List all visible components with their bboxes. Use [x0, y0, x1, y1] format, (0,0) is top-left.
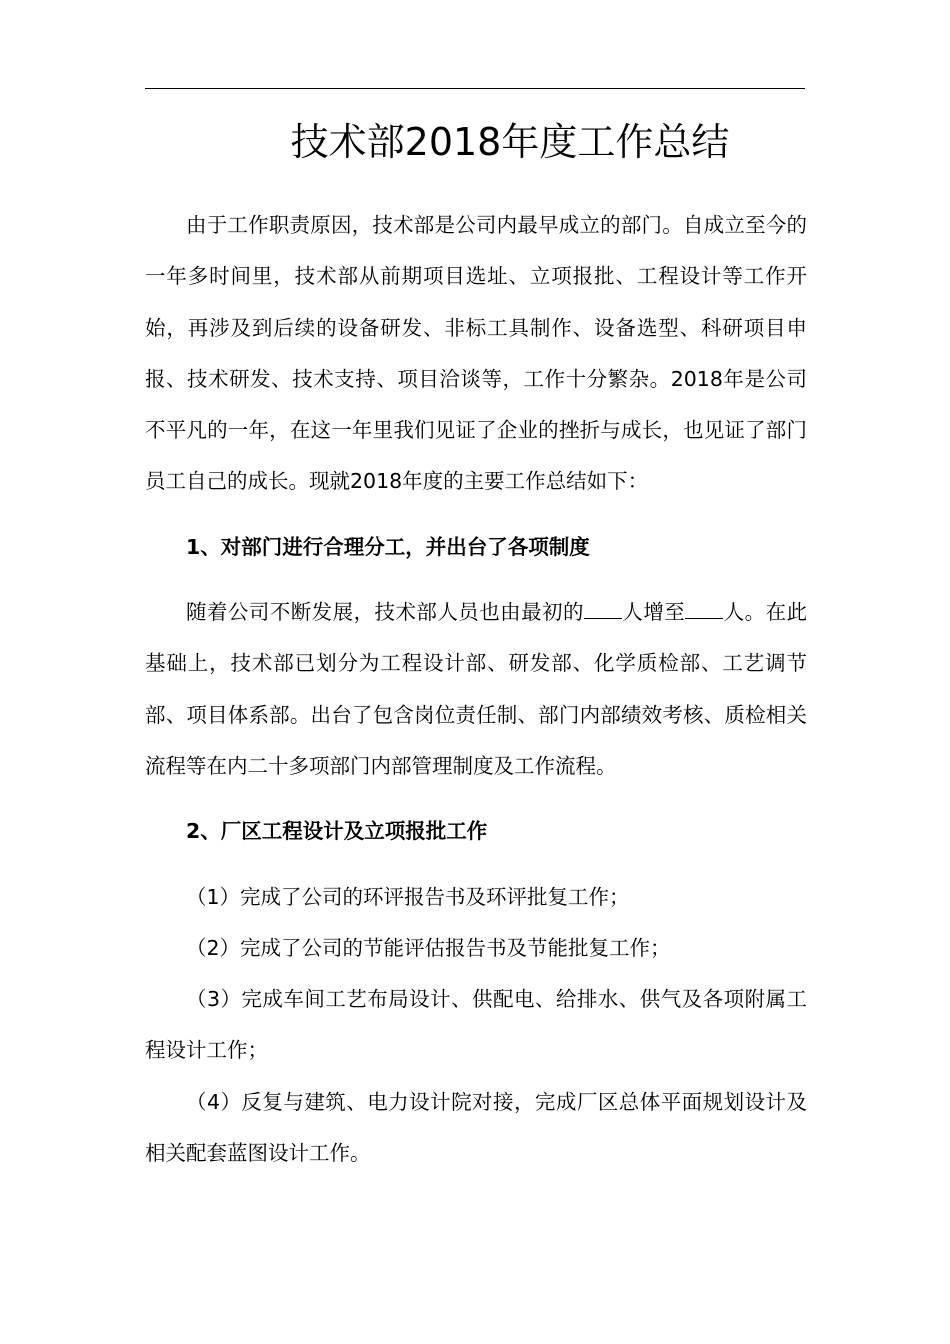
section-2-item: （3）完成车间工艺布局设计、供配电、给排水、供气及各项附属工程设计工作；	[145, 987, 807, 1063]
blank-field-initial-staff	[584, 598, 622, 620]
section-1-paragraph	[145, 587, 807, 792]
section-1-heading: 1、对部门进行合理分工，并出台了各项制度	[186, 534, 590, 559]
section-2-item: （4）反复与建筑、电力设计院对接，完成厂区总体平面规划设计及相关配套蓝图设计工作。	[145, 1089, 807, 1166]
document-title: 技术部2018年度工作总结	[290, 120, 730, 164]
intro-paragraph: 由于工作职责原因，技术部是公司内最早成立的部门。自成立至今的一年多时间里，技术部从前期项目选址、立项报批、工程设计等工作开始，再涉及到后续的设备研发、非标工具制作、设备选型、科研项目申报、技术研发、技术支持、项目洽谈等，工作十分繁杂。2018年是公司不平凡的一年，在这一年里我们见证了企业的挫折与成长，也见证了部门员工自己的成长。现就2018年度的主要工作总结如下：	[145, 213, 807, 494]
header-rule	[145, 88, 805, 89]
section-2-heading: 2、厂区工程设计及立项报批工作	[186, 819, 488, 844]
section-2-item: （1）完成了公司的环评报告书及环评批复工作；	[186, 884, 630, 909]
section-2-item: （2）完成了公司的节能评估报告书及节能批复工作；	[186, 935, 671, 960]
section-1-text-part-3: 人。在此基础上，技术部已划分为工程设计部、研发部、化学质检部、工艺调节部、项目体系部。出台了包含岗位责任制、部门内部绩效考核、质检相关流程等在内二十多项部门内部管理制度及工作流程。	[145, 600, 808, 778]
section-1-text-part-2: 人增至	[621, 600, 686, 625]
document-body	[145, 200, 807, 1179]
section-1-text-part-1: 随着公司不断发展，技术部人员也由最初的	[186, 600, 584, 625]
blank-field-current-staff	[685, 598, 723, 620]
